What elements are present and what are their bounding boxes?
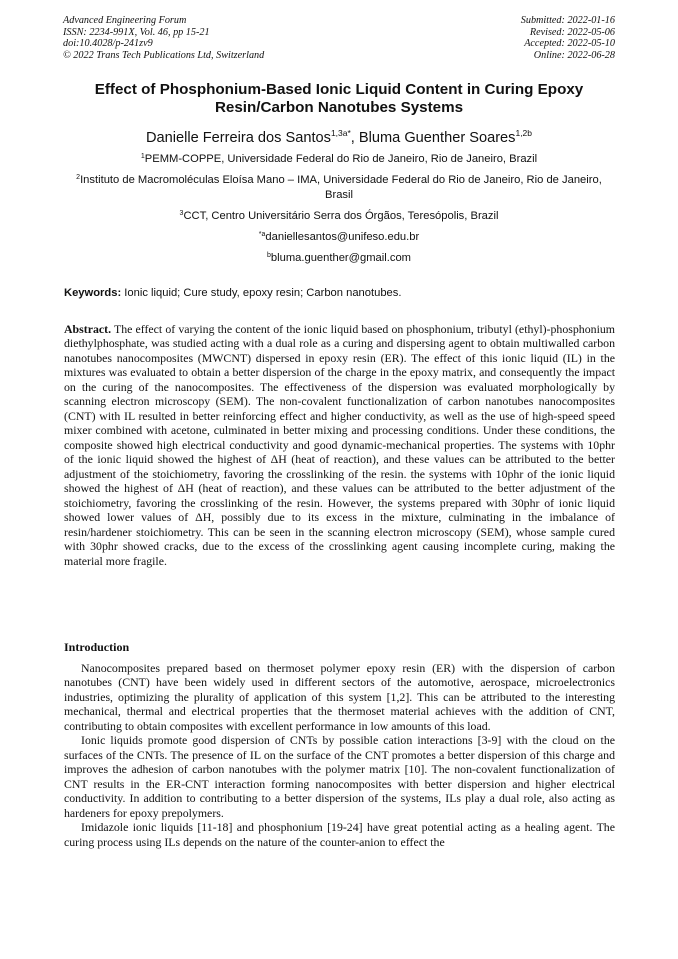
affiliation-3 <box>60 207 618 224</box>
email-text[interactable]: daniellesantos@unifeso.edu.br <box>265 231 420 243</box>
affiliation-mark: *a <box>258 231 266 238</box>
online-date: Online: 2022-06-28 <box>533 49 615 61</box>
accepted-date: Accepted: 2022-05-10 <box>524 38 615 50</box>
author-name: Danielle Ferreira dos Santos <box>145 130 331 146</box>
affiliation-1 <box>60 150 618 167</box>
introduction-body <box>64 661 615 849</box>
affiliation-mark: 2 <box>76 174 81 181</box>
submitted-date: Submitted: 2022-01-16 <box>520 15 615 26</box>
paragraph: Nanocomposites prepared based on thermoset polymer epoxy resin (ER) with the dispersion of carbon nanotubes (CNT) have been widely used in different sectors of the automotive, aerospace, microelectronics industries, optimizing the plurality of application of this system [1,2]. This can be attributed to the interesting mechanical, thermal and electrical properties that the thermoset material achieves with the addition of CNT, contributing to obtain composites with excellent performance in low amounts of this load. <box>64 661 615 733</box>
paragraph: Imidazole ionic liquids [11-18] and phosphonium [19-24] have great potential acting as a healing agent. The curing process using ILs depends on the nature of the counter-anion to effect the <box>64 820 615 849</box>
doi[interactable]: doi:10.4028/p-241zv9 <box>63 38 153 50</box>
issn-volume: ISSN: 2234-991X, Vol. 46, pp 15-21 <box>63 26 210 38</box>
keywords <box>64 286 616 300</box>
author-name: Bluma Guenther Soares <box>358 130 516 146</box>
journal-info <box>63 15 264 61</box>
affiliation-mark: 3 <box>179 210 184 217</box>
keywords-text: Ionic liquid; Cure study, epoxy resin; Carbon nanotubes. <box>121 287 402 299</box>
author-separator: , <box>350 130 359 146</box>
affiliation-mark: 1 <box>140 153 145 160</box>
journal-name: Advanced Engineering Forum <box>63 15 187 26</box>
keywords-label: Keywords: <box>64 287 122 299</box>
affiliation-text: CCT, Centro Universitário Serra dos Órgãos, Teresópolis, Brazil <box>183 210 499 222</box>
publication-dates <box>521 15 615 61</box>
email-2 <box>60 249 618 266</box>
author-affiliation-mark: 1,3a* <box>330 128 351 138</box>
affiliation-2 <box>60 171 618 202</box>
abstract-text: The effect of varying the content of the ionic liquid based on phosphonium, tributyl (ethyl)-phosphonium diethylphosphate, was studied acting with a dual role as a curing and dispersing agent to obtain multiwalled carbon nanotubes nanocomposites (MWCNT) dispersed in epoxy resin (ER). The effect of this ionic liquid (IL) in the mixtures was evaluated to obtain a better dispersion of the charge in the epoxy matrix, and consequently the impact on the curing of the nanocomposites. The effectiveness of the dispersion was evaluated morphologically by scanning electron microscopy (SEM). The non-covalent functionalization of carbon nanotubes nanocomposites (CNT) with IL resulted in better reinforcing effect and higher conductivity, as well as the use of high-speed speed mixer combined with acetone, culminated in better mixing and processing conditions. Under these conditions, the composite showed high electrical conductivity and good dynamic-mechanical properties. The systems with 10phr of the ionic liquid showed the highest of ΔH (heat of reaction), and these values can be attributed to the better adjustment of the stoichiometry, favoring the crosslinking of the resin. the systems with 10phr of the ionic liquid showed the highest of ΔH (heat of reaction), and these values can be attributed to the better adjustment of the stoichiometry, favoring the crosslinking of the resin. However, the systems prepared with 30phr of ionic liquid showed lower values of ΔH, possibly due to its excess in the mixture, culminating in the imbalance of resin/hardener stoichiometry. This can be seen in the scanning electron microscopy (SEM), whose sample cured with 30phr showed cracks, due to the excess of the crosslinking agent causing incomplete curing, making the material more fragile. <box>64 322 615 568</box>
email-text[interactable]: bluma.guenther@gmail.com <box>270 252 411 264</box>
affiliation-text: Instituto de Macromoléculas Eloísa Mano – IMA, Universidade Federal do Rio de Janeiro, Rio de Janeiro, Brasil <box>80 174 602 201</box>
section-heading-introduction: Introduction <box>64 640 130 654</box>
email-1 <box>60 228 618 245</box>
abstract <box>64 322 615 568</box>
author-affiliation-mark: 1,2b <box>515 128 533 138</box>
affiliation-mark: b <box>267 252 271 259</box>
affiliation-text: PEMM-COPPE, Universidade Federal do Rio de Janeiro, Rio de Janeiro, Brazil <box>144 153 538 165</box>
abstract-label: Abstract. <box>64 322 112 336</box>
paper-title: Effect of Phosphonium-Based Ionic Liquid Content in Curing Epoxy Resin/Carbon Nanotubes Systems <box>94 81 584 116</box>
copyright: © 2022 Trans Tech Publications Ltd, Switzerland <box>63 49 265 61</box>
revised-date: Revised: 2022-05-06 <box>529 26 615 38</box>
paragraph: Ionic liquids promote good dispersion of CNTs by possible cation interactions [3-9] with the cloud on the surfaces of the CNTs. The presence of IL on the surface of the CNT promotes a better dispersion of this charge and improves the adhesion of carbon nanotubes with the polymer matrix [10]. The non-covalent functionalization of CNT results in the ER-CNT interaction forming nanocomposites with better dispersion and higher electrical conductivity. In addition to contributing to a better dispersion of the systems, ILs play a dual role, also acting as hardeners for epoxy prepolymers. <box>64 733 615 820</box>
author-list <box>60 124 618 147</box>
